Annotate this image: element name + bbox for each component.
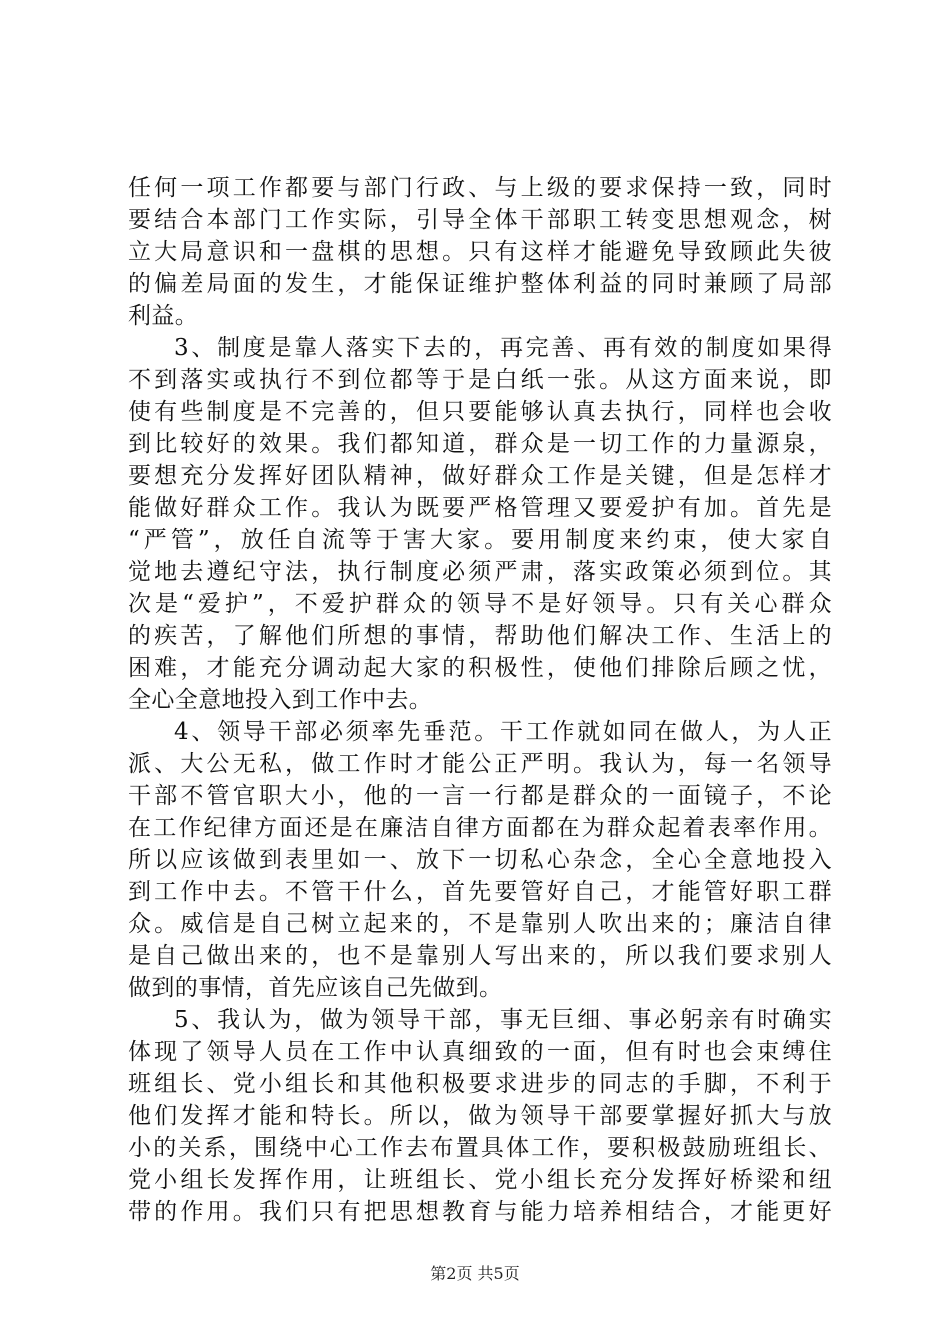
text-line: 不到落实或执行不到位都等于是白纸一张。从这方面来说，即 <box>128 367 832 393</box>
text-line: 体现了领导人员在工作中认真细致的一面，但有时也会束缚住 <box>128 1039 832 1065</box>
text-line: 所以应该做到表里如一、放下一切私心杂念，全心全意地投入 <box>128 847 832 873</box>
text-line: 全心全意地投入到工作中去。 <box>128 687 433 713</box>
text-line: 是自己做出来的，也不是靠别人写出来的，所以我们要求别人 <box>128 943 832 969</box>
text-line: 利益。 <box>128 303 199 329</box>
text-line: 立大局意识和一盘棋的思想。只有这样才能避免导致顾此失彼 <box>128 239 832 265</box>
text-line: 3、制度是靠人落实下去的，再完善、再有效的制度如果得 <box>174 335 832 361</box>
text-line: 他们发挥才能和特长。所以，做为领导干部要掌握好抓大与放 <box>128 1103 832 1129</box>
text-line: 的疾苦，了解他们所想的事情，帮助他们解决工作、生活上的 <box>128 623 832 649</box>
document-body <box>128 172 832 1228</box>
text-line: 到工作中去。不管干什么，首先要管好自己，才能管好职工群 <box>128 879 832 905</box>
text-line: 使有些制度是不完善的，但只要能够认真去执行，同样也会收 <box>128 399 832 425</box>
text-line: 在工作纪律方面还是在廉洁自律方面都在为群众起着表率作用。 <box>128 815 832 841</box>
paragraph-3 <box>128 332 832 716</box>
text-line: 4、领导干部必须率先垂范。干工作就如同在做人，为人正 <box>174 719 832 745</box>
text-line: 带的作用。我们只有把思想教育与能力培养相结合，才能更好 <box>128 1199 832 1225</box>
text-line: 5、我认为，做为领导干部，事无巨细、事必躬亲有时确实 <box>174 1007 832 1033</box>
text-line: 要结合本部门工作实际，引导全体干部职工转变思想观念，树 <box>128 207 832 233</box>
paragraph-continuation <box>128 172 832 332</box>
text-line: 到比较好的效果。我们都知道，群众是一切工作的力量源泉， <box>128 431 832 457</box>
paragraph-5 <box>128 1004 832 1228</box>
text-line: 做到的事情，首先应该自己先做到。 <box>128 975 503 1001</box>
text-line: 次是“爱护”，不爱护群众的领导不是好领导。只有关心群众 <box>128 591 832 617</box>
text-line: 党小组长发挥作用，让班组长、党小组长充分发挥好桥梁和纽 <box>128 1167 832 1193</box>
text-line: 的偏差局面的发生，才能保证维护整体利益的同时兼顾了局部 <box>128 271 832 297</box>
text-line: 派、大公无私，做工作时才能公正严明。我认为，每一名领导 <box>128 751 832 777</box>
page-number-footer: 第2页 共5页 <box>430 1264 520 1283</box>
text-line: 班组长、党小组长和其他积极要求进步的同志的手脚，不利于 <box>128 1071 832 1097</box>
text-line: “严管”，放任自流等于害大家。要用制度来约束，使大家自 <box>128 527 832 553</box>
text-line: 要想充分发挥好团队精神，做好群众工作是关键，但是怎样才 <box>128 463 832 489</box>
text-line: 能做好群众工作。我认为既要严格管理又要爱护有加。首先是 <box>128 495 832 521</box>
text-line: 任何一项工作都要与部门行政、与上级的要求保持一致，同时 <box>128 175 832 201</box>
text-line: 觉地去遵纪守法，执行制度必须严肃，落实政策必须到位。其 <box>128 559 832 585</box>
paragraph-4 <box>128 716 832 1004</box>
text-line: 众。威信是自己树立起来的，不是靠别人吹出来的；廉洁自律 <box>128 911 832 937</box>
text-line: 小的关系，围绕中心工作去布置具体工作，要积极鼓励班组长、 <box>128 1135 832 1161</box>
text-line: 困难，才能充分调动起大家的积极性，使他们排除后顾之忧， <box>128 655 832 681</box>
text-line: 干部不管官职大小，他的一言一行都是群众的一面镜子，不论 <box>128 783 832 809</box>
